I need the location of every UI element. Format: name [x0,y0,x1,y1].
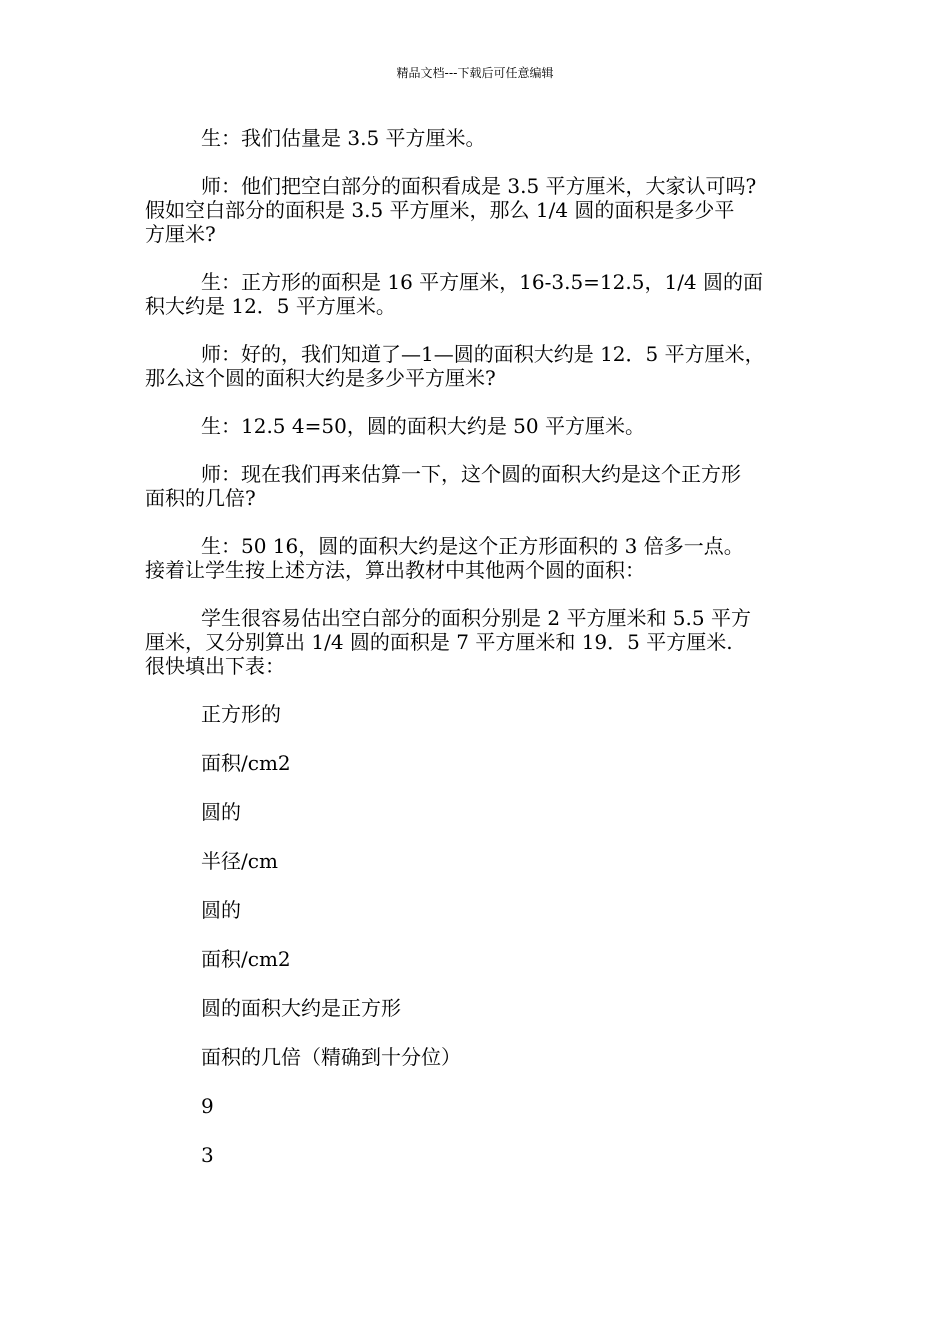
table-cell-text: 圆的 [201,898,241,922]
document-body [145,126,815,1192]
paragraph [145,270,815,318]
paragraph-line: 接着让学生按上述方法，算出教材中其他两个圆的面积： [145,558,645,582]
table-cell-text: 面积的几倍（精确到十分位） [201,1045,461,1069]
paragraph-line: 生：我们估量是 3.5 平方厘米。 [201,126,486,150]
table-cell-text: 圆的 [201,800,241,824]
table-cell-text: 面积/cm2 [201,947,291,971]
paragraph-line: 生：正方形的面积是 16 平方厘米，16-3.5=12.5，1/4 圆的面 [201,270,764,294]
paragraph-line: 师：好的，我们知道了—1—圆的面积大约是 12．5 平方厘米， [201,342,765,366]
paragraph-line: 厘米，又分别算出 1/4 圆的面积是 7 平方厘米和 19．5 平方厘米. [145,630,733,654]
paragraph-line: 那么这个圆的面积大约是多少平方厘米? [145,366,496,390]
table-cell-text: 面积/cm2 [201,751,291,775]
table-cell-text: 圆的面积大约是正方形 [201,996,401,1020]
table-cell-text: 半径/cm [201,849,278,873]
paragraph-line: 积大约是 12．5 平方厘米。 [145,294,396,318]
paragraph [145,126,815,150]
paragraph [145,414,815,438]
table-cell-value: 9 [201,1094,214,1118]
paragraph [145,606,815,678]
paragraph [145,534,815,582]
paragraph-line: 师：他们把空白部分的面积看成是 3.5 平方厘米，大家认可吗? [201,174,757,198]
paragraph-line: 生：12.5 4=50，圆的面积大约是 50 平方厘米。 [201,414,645,438]
paragraph-line: 师：现在我们再来估算一下，这个圆的面积大约是这个正方形 [201,462,741,486]
paragraph-line: 很快填出下表： [145,654,285,678]
paragraph [145,342,815,390]
page-header: 精品文档---下载后可任意编辑 [396,66,554,80]
paragraph [145,174,815,246]
paragraph-line: 方厘米? [145,222,216,246]
paragraph-line: 假如空白部分的面积是 3.5 平方厘米，那么 1/4 圆的面积是多少平 [145,198,735,222]
paragraph [145,462,815,510]
paragraph-line: 生：50 16，圆的面积大约是这个正方形面积的 3 倍多一点。 [201,534,744,558]
paragraph-line: 面积的几倍? [145,486,256,510]
table-cell-text: 正方形的 [201,702,281,726]
table-cell-value: 3 [201,1143,214,1167]
paragraph-line: 学生很容易估出空白部分的面积分别是 2 平方厘米和 5.5 平方 [201,606,751,630]
